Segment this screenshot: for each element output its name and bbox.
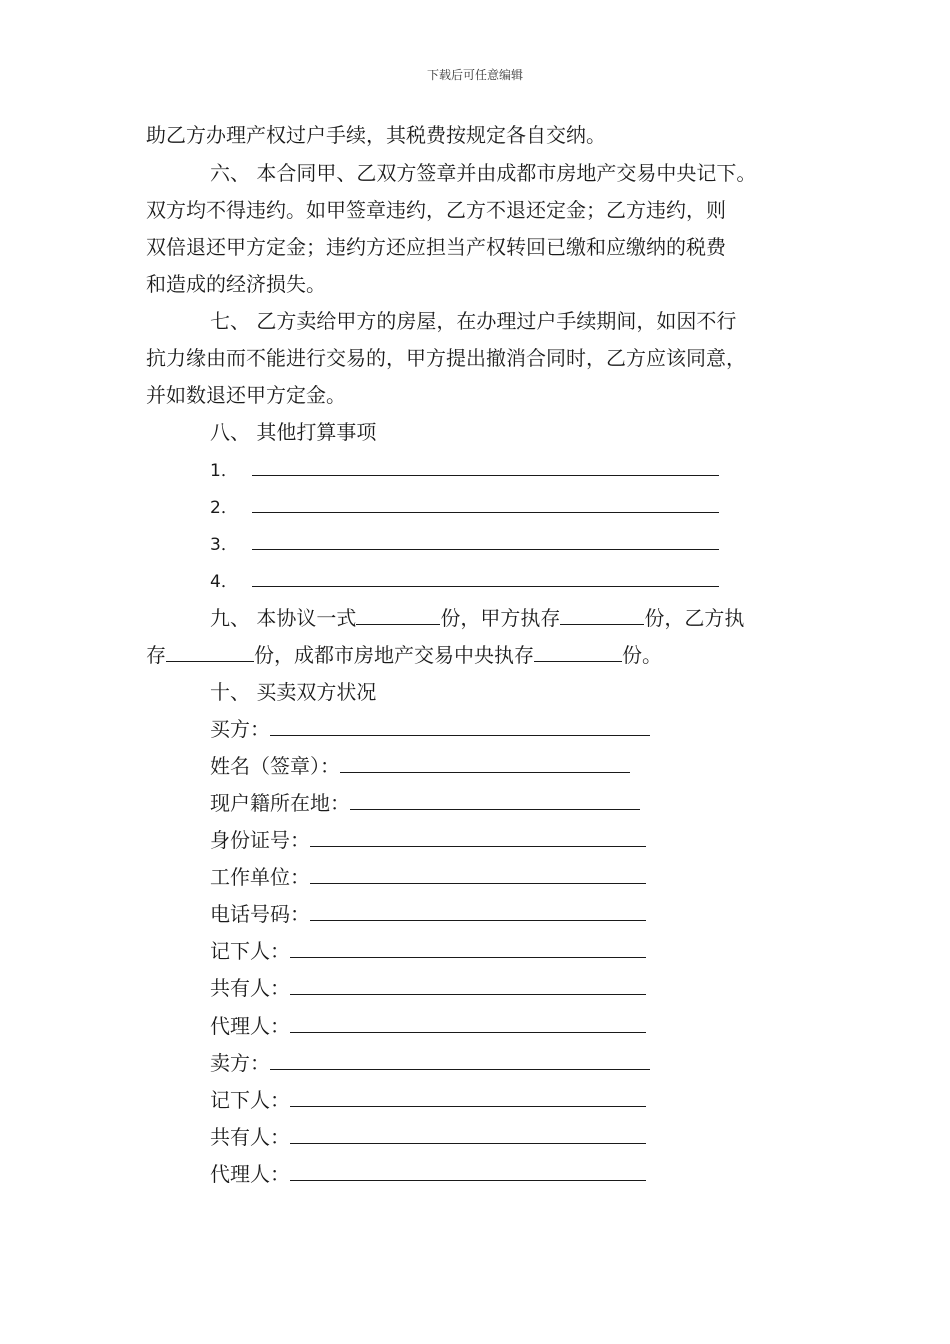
list-item xyxy=(210,492,719,522)
paragraph-line: 双倍退还甲方定金；违约方还应担当产权转回已缴和应缴纳的税费 xyxy=(146,235,726,259)
co-owner-field xyxy=(210,974,646,1002)
copies-total-blank[interactable] xyxy=(356,604,440,625)
field-label: 电话号码： xyxy=(210,902,310,926)
item-number: 4． xyxy=(210,572,238,592)
seller-field xyxy=(210,1049,650,1077)
page-header: 下载后可任意编辑 xyxy=(426,68,523,82)
copies-party-a-blank[interactable] xyxy=(560,604,644,625)
field-label: 工作单位： xyxy=(210,865,310,889)
field-label: 共有人： xyxy=(210,976,290,1000)
phone-blank[interactable] xyxy=(310,900,646,921)
agent-blank[interactable] xyxy=(290,1160,646,1181)
paragraph-line xyxy=(146,641,662,669)
id-number-blank[interactable] xyxy=(310,826,646,847)
paragraph-line: 并如数退还甲方定金。 xyxy=(146,383,346,407)
paragraph-line: 和造成的经济损失。 xyxy=(146,272,326,296)
residence-blank[interactable] xyxy=(350,789,640,810)
recorder-blank[interactable] xyxy=(290,937,646,958)
clause-seven-line: 七、 乙方卖给甲方的房屋，在办理过户手续期间，如因不行 xyxy=(210,309,737,333)
text-segment: 份，甲方执存 xyxy=(440,606,561,630)
list-item xyxy=(210,455,719,485)
paragraph-line: 双方均不得违约。如甲签章违约，乙方不退还定金；乙方违约，则 xyxy=(146,198,726,222)
name-field xyxy=(210,752,630,780)
fill-blank[interactable] xyxy=(252,566,719,587)
text-segment: 份，乙方执 xyxy=(644,606,745,630)
phone-field xyxy=(210,900,646,928)
paragraph-line: 助乙方办理产权过户手续，其税费按规定各自交纳。 xyxy=(146,123,606,147)
field-label: 卖方： xyxy=(210,1051,270,1075)
buyer-blank[interactable] xyxy=(270,715,650,736)
workplace-blank[interactable] xyxy=(310,863,646,884)
copies-party-b-blank[interactable] xyxy=(166,641,254,662)
co-owner-blank[interactable] xyxy=(290,974,646,995)
seller-blank[interactable] xyxy=(270,1049,650,1070)
recorder-blank[interactable] xyxy=(290,1086,646,1107)
id-number-field xyxy=(210,826,646,854)
agent-blank[interactable] xyxy=(290,1012,646,1033)
text-segment: 份，成都市房地产交易中央执存 xyxy=(254,643,534,667)
copies-center-blank[interactable] xyxy=(534,641,622,662)
workplace-field xyxy=(210,863,646,891)
fill-blank[interactable] xyxy=(252,492,719,513)
field-label: 买方： xyxy=(210,717,270,741)
agent-field xyxy=(210,1012,646,1040)
buyer-field xyxy=(210,715,650,743)
list-item xyxy=(210,529,719,559)
paragraph-line: 抗力缘由而不能进行交易的，甲方提出撤消合同时，乙方应该同意， xyxy=(146,346,746,370)
clause-six-line: 六、 本合同甲、乙双方签章并由成都市房地产交易中央记下。 xyxy=(210,161,757,185)
field-label: 记下人： xyxy=(210,1088,290,1112)
fill-blank[interactable] xyxy=(252,529,719,550)
field-label: 现户籍所在地： xyxy=(210,791,350,815)
field-label: 代理人： xyxy=(210,1014,290,1038)
co-owner-blank[interactable] xyxy=(290,1123,646,1144)
clause-eight-heading: 八、 其他打算事项 xyxy=(210,420,377,444)
field-label: 共有人： xyxy=(210,1125,290,1149)
field-label: 姓名（签章）： xyxy=(210,754,340,778)
text-segment: 份。 xyxy=(622,643,662,667)
field-label: 记下人： xyxy=(210,939,290,963)
item-number: 2． xyxy=(210,498,238,518)
name-blank[interactable] xyxy=(340,752,630,773)
text-segment: 九、 本协议一式 xyxy=(210,606,357,630)
item-number: 3． xyxy=(210,535,238,555)
field-label: 代理人： xyxy=(210,1162,290,1186)
fill-blank[interactable] xyxy=(252,455,719,476)
clause-nine-line xyxy=(210,604,744,632)
item-number: 1． xyxy=(210,461,238,481)
clause-ten-heading: 十、 买卖双方状况 xyxy=(210,680,377,704)
field-label: 身份证号： xyxy=(210,828,310,852)
recorder-field xyxy=(210,937,646,965)
agent-field xyxy=(210,1160,646,1188)
co-owner-field xyxy=(210,1123,646,1151)
list-item xyxy=(210,566,719,596)
text-segment: 存 xyxy=(146,643,166,667)
recorder-field xyxy=(210,1086,646,1114)
residence-field xyxy=(210,789,640,817)
